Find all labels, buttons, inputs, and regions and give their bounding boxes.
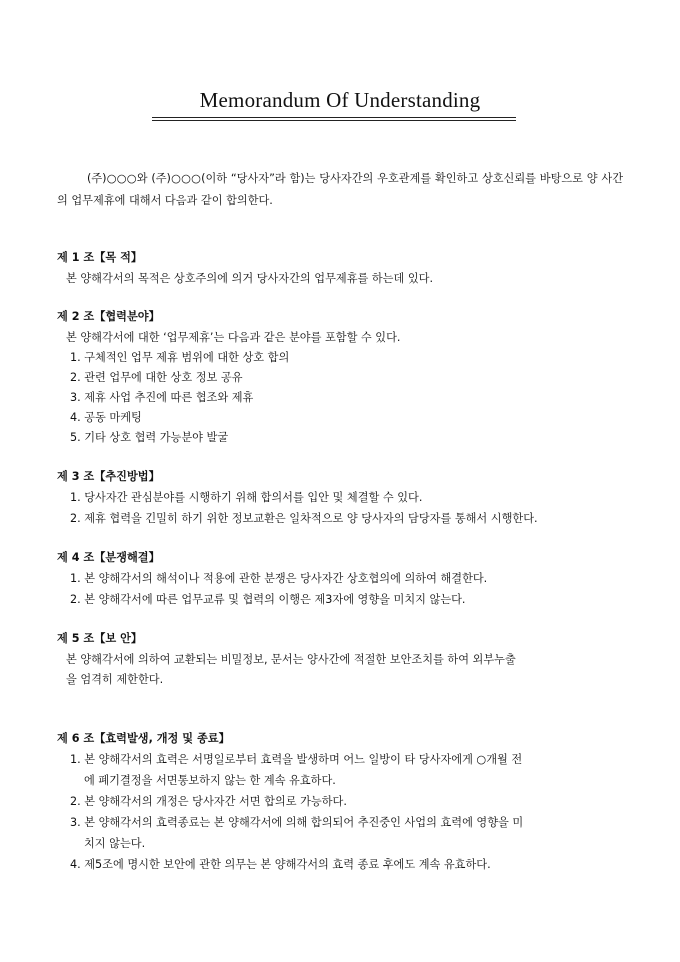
article-2-heading: 제 2 조【협력분야】 [57, 310, 160, 323]
title-underline-top [152, 117, 516, 118]
article-2-item: 5. 기타 상호 협력 가능분야 발굴 [70, 431, 229, 444]
article-6-item-continued: 에 폐기결정을 서면통보하지 않는 한 계속 유효하다. [84, 774, 336, 787]
document-title: Memorandum Of Understanding [199, 88, 481, 112]
article-1-line: 본 양해각서의 목적은 상호주의에 의거 당사자간의 업무제휴를 하는데 있다. [66, 272, 434, 285]
article-6-item: 2. 본 양해각서의 개정은 당사자간 서면 합의로 가능하다. [70, 795, 347, 808]
article-3-heading: 제 3 조【추진방법】 [57, 470, 160, 483]
article-4-heading: 제 4 조【분쟁해결】 [57, 551, 160, 564]
article-3-item: 2. 제휴 협력을 긴밀히 하기 위한 정보교환은 일차적으로 양 당사자의 담당자를 통해서 시행한다. [70, 512, 538, 525]
article-2-item: 3. 제휴 사업 추진에 따른 협조와 제휴 [70, 391, 254, 404]
article-5-heading: 제 5 조【보 안】 [57, 632, 143, 645]
intro-paragraph: (주)○○○와 (주)○○○(이하 “당사자”라 함)는 당사자간의 우호관계를 확인하고 상호신뢰를 바탕으로 양 사간의 업무제휴에 대해서 다음과 같이 합의한다. [57, 172, 623, 207]
article-2-line: 본 양해각서에 대한 ‘업무제휴’는 다음과 같은 분야를 포함할 수 있다. [66, 331, 401, 344]
article-1-heading: 제 1 조【목 적】 [57, 251, 143, 264]
article-2-item: 1. 구체적인 업무 제휴 범위에 대한 상호 합의 [70, 351, 290, 364]
title-underline-bottom [152, 120, 516, 121]
article-4-item: 1. 본 양해각서의 해석이나 적용에 관한 분쟁은 당사자간 상호협의에 의하여 해결한다. [70, 572, 488, 585]
article-5-line: 본 양해각서에 의하여 교환되는 비밀정보, 문서는 양사간에 적절한 보안조치를 하여 외부누출 [66, 653, 516, 666]
article-5-line: 을 엄격히 제한한다. [66, 673, 164, 686]
article-6-item-continued: 치지 않는다. [84, 837, 146, 850]
article-6-item: 4. 제5조에 명시한 보안에 관한 의무는 본 양해각서의 효력 종료 후에도 계속 유효하다. [70, 858, 491, 871]
article-6-heading: 제 6 조【효력발생, 개정 및 종료】 [57, 732, 230, 745]
article-6-item: 3. 본 양해각서의 효력종료는 본 양해각서에 의해 합의되어 추진중인 사업의 효력에 영향을 미 [70, 816, 524, 829]
article-2-item: 2. 관련 업무에 대한 상호 정보 공유 [70, 371, 243, 384]
article-3-item: 1. 당사자간 관심분야를 시행하기 위해 합의서를 입안 및 체결할 수 있다. [70, 491, 423, 504]
article-2-item: 4. 공동 마케팅 [70, 411, 142, 424]
article-4-item: 2. 본 양해각서에 따른 업무교류 및 협력의 이행은 제3자에 영향을 미치지 않는다. [70, 593, 466, 606]
article-6-item: 1. 본 양해각서의 효력은 서명일로부터 효력을 발생하며 어느 일방이 타 당사자에게 ○개월 전 [70, 753, 523, 766]
